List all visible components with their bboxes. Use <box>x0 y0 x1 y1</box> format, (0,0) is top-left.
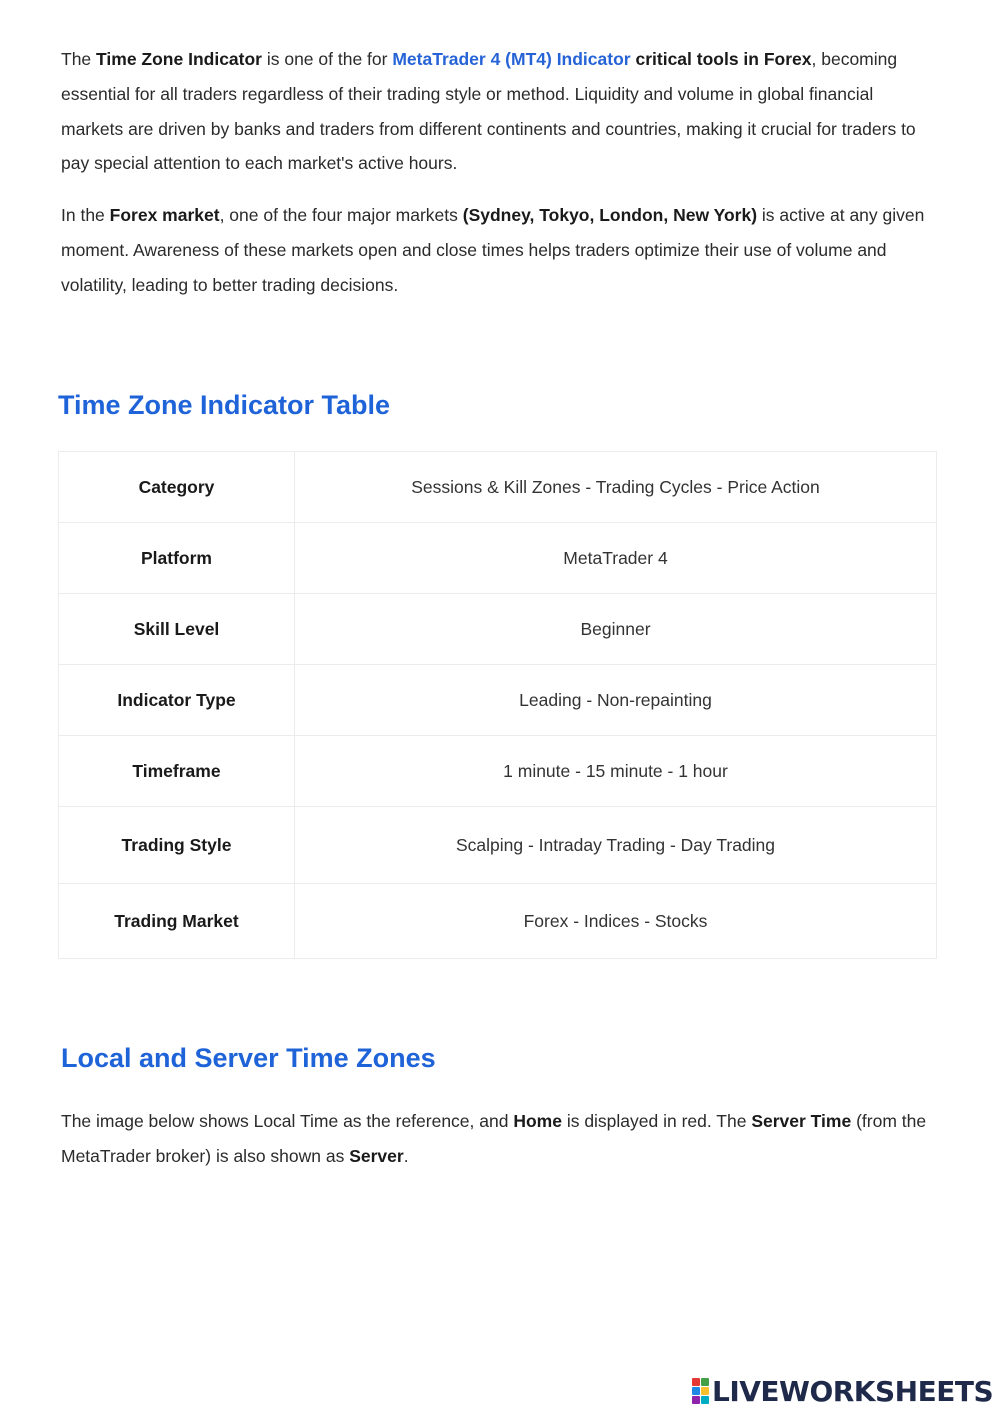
text-run: The <box>61 49 97 69</box>
table-row <box>59 594 937 665</box>
logo-square <box>701 1387 709 1395</box>
text-run: In the <box>61 205 110 226</box>
text-run: , becoming essential for all traders regardless of their trading style or method. Liquidity and volume in global financial markets are driven by banks and traders from different continents and countries, making it crucial for traders to pay special attention to each market's active hours. <box>61 49 916 174</box>
bold-term: Server <box>349 1145 404 1166</box>
bold-term: Server Time <box>751 1111 852 1131</box>
indicator-info-table <box>58 451 937 959</box>
row-label: Skill Level <box>59 594 295 665</box>
table-row <box>59 807 937 884</box>
row-value: Beginner <box>295 594 937 665</box>
row-value: Leading - Non-repainting <box>295 665 937 736</box>
logo-text: LIVEWORKSHEETS <box>712 1374 994 1408</box>
bold-term: Home <box>513 1111 562 1131</box>
local-section-body <box>61 1104 939 1191</box>
bold-term: critical tools in Forex <box>635 49 812 69</box>
row-value: Sessions & Kill Zones - Trading Cycles - Price Action <box>295 452 937 523</box>
table-row <box>59 523 937 594</box>
row-value: MetaTrader 4 <box>295 523 937 594</box>
row-label: Category <box>59 452 295 523</box>
table-row <box>59 736 937 807</box>
intro-paragraph-1 <box>61 42 939 181</box>
text-run: (from the MetaTrader broker) is also shown as <box>61 1111 927 1166</box>
table-row <box>59 884 937 959</box>
mt4-indicator-link[interactable]: MetaTrader 4 (MT4) Indicator <box>392 49 631 69</box>
logo-square <box>692 1387 700 1395</box>
bold-term: Forex market <box>109 205 220 226</box>
liveworksheets-logo <box>692 1374 993 1408</box>
text-run: The image below shows Local Time as the reference, and <box>61 1111 514 1131</box>
table-row <box>59 665 937 736</box>
row-label: Indicator Type <box>59 665 295 736</box>
row-label: Platform <box>59 523 295 594</box>
text-run: is displayed in red. The <box>561 1111 752 1131</box>
text-run: . <box>403 1145 409 1166</box>
table-section-title: Time Zone Indicator Table <box>58 390 391 420</box>
row-value: Scalping - Intraday Trading - Day Trading <box>295 807 937 884</box>
text-run: is one of the for <box>261 49 393 69</box>
row-value: Forex - Indices - Stocks <box>295 884 937 959</box>
intro-paragraph-2 <box>61 198 939 302</box>
logo-mark-icon <box>692 1378 709 1404</box>
local-section-title: Local and Server Time Zones <box>61 1043 436 1073</box>
row-value: 1 minute - 15 minute - 1 hour <box>295 736 937 807</box>
local-paragraph <box>61 1104 939 1174</box>
logo-square <box>692 1378 700 1386</box>
logo-square <box>692 1396 700 1404</box>
logo-square <box>701 1396 709 1404</box>
bold-term: (Sydney, Tokyo, London, New York) <box>462 205 758 226</box>
text-run: is active at any given moment. Awareness of these markets open and close times helps traders optimize their use of volume and volatility, leading to better trading decisions. <box>61 205 925 295</box>
row-label: Timeframe <box>59 736 295 807</box>
row-label: Trading Style <box>59 807 295 884</box>
table-row <box>59 452 937 523</box>
logo-square <box>701 1378 709 1386</box>
intro-section <box>61 42 939 320</box>
row-label: Trading Market <box>59 884 295 959</box>
bold-term: Time Zone Indicator <box>96 49 262 69</box>
text-run: , one of the four major markets <box>219 205 463 226</box>
